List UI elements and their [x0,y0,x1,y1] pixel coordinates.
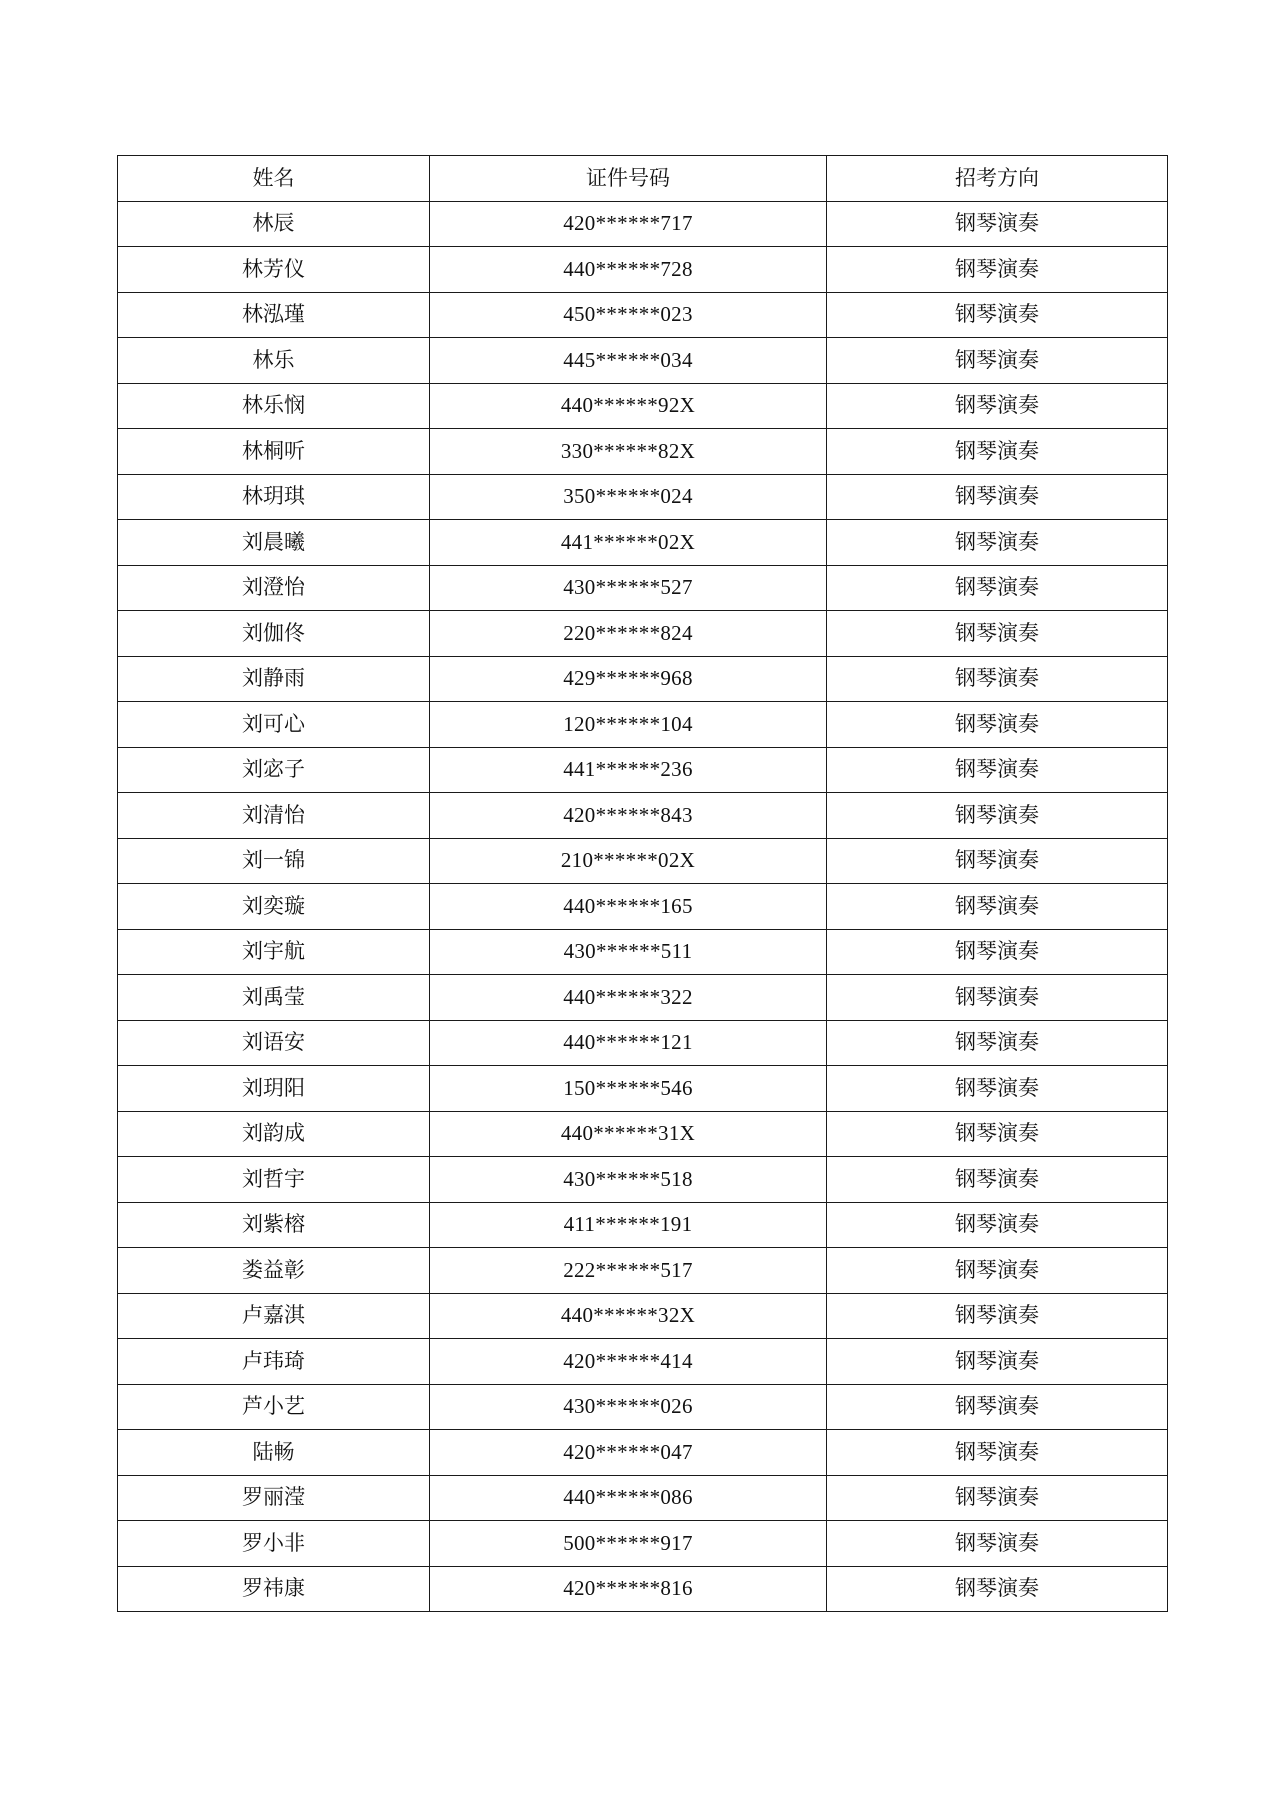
header-name: 姓名 [118,156,430,202]
cell-direction: 钢琴演奏 [827,1157,1168,1203]
cell-id-number: 420******843 [430,793,827,839]
header-id-number: 证件号码 [430,156,827,202]
cell-name: 刘紫榕 [118,1202,430,1248]
cell-name: 林乐悯 [118,383,430,429]
cell-name: 林玥琪 [118,474,430,520]
header-row [118,156,1168,202]
cell-name: 刘清怡 [118,793,430,839]
cell-id-number: 440******31X [430,1111,827,1157]
cell-id-number: 210******02X [430,838,827,884]
cell-id-number: 440******32X [430,1293,827,1339]
cell-direction: 钢琴演奏 [827,1430,1168,1476]
cell-id-number: 430******026 [430,1384,827,1430]
table-row [118,247,1168,293]
cell-name: 刘语安 [118,1020,430,1066]
cell-direction: 钢琴演奏 [827,611,1168,657]
cell-direction: 钢琴演奏 [827,1293,1168,1339]
cell-name: 刘伽佟 [118,611,430,657]
table-header [118,156,1168,202]
cell-direction: 钢琴演奏 [827,520,1168,566]
cell-id-number: 222******517 [430,1248,827,1294]
cell-name: 刘玥阳 [118,1066,430,1112]
cell-direction: 钢琴演奏 [827,884,1168,930]
cell-name: 卢嘉淇 [118,1293,430,1339]
table-row [118,793,1168,839]
header-direction: 招考方向 [827,156,1168,202]
cell-name: 刘澄怡 [118,565,430,611]
cell-id-number: 429******968 [430,656,827,702]
cell-direction: 钢琴演奏 [827,429,1168,475]
cell-direction: 钢琴演奏 [827,565,1168,611]
table-row [118,474,1168,520]
cell-direction: 钢琴演奏 [827,793,1168,839]
cell-name: 刘禹莹 [118,975,430,1021]
cell-name: 罗小非 [118,1521,430,1567]
cell-id-number: 500******917 [430,1521,827,1567]
cell-direction: 钢琴演奏 [827,1111,1168,1157]
candidate-table [117,155,1168,1612]
table-row [118,975,1168,1021]
cell-name: 刘宓子 [118,747,430,793]
cell-name: 林泓瑾 [118,292,430,338]
cell-name: 刘可心 [118,702,430,748]
cell-name: 林芳仪 [118,247,430,293]
cell-direction: 钢琴演奏 [827,383,1168,429]
cell-id-number: 441******02X [430,520,827,566]
table-row [118,656,1168,702]
cell-id-number: 420******414 [430,1339,827,1385]
cell-direction: 钢琴演奏 [827,247,1168,293]
table-row [118,1430,1168,1476]
cell-name: 刘韵成 [118,1111,430,1157]
cell-name: 娄益彰 [118,1248,430,1294]
cell-name: 林乐 [118,338,430,384]
cell-direction: 钢琴演奏 [827,1202,1168,1248]
cell-name: 芦小艺 [118,1384,430,1430]
cell-direction: 钢琴演奏 [827,474,1168,520]
cell-id-number: 450******023 [430,292,827,338]
table-row [118,1066,1168,1112]
cell-direction: 钢琴演奏 [827,338,1168,384]
table-row [118,383,1168,429]
cell-id-number: 441******236 [430,747,827,793]
cell-id-number: 430******527 [430,565,827,611]
cell-name: 刘哲宇 [118,1157,430,1203]
table-row [118,1111,1168,1157]
cell-id-number: 150******546 [430,1066,827,1112]
cell-direction: 钢琴演奏 [827,201,1168,247]
cell-id-number: 440******165 [430,884,827,930]
table-row [118,1339,1168,1385]
cell-direction: 钢琴演奏 [827,747,1168,793]
cell-id-number: 430******511 [430,929,827,975]
cell-name: 罗丽滢 [118,1475,430,1521]
cell-id-number: 440******086 [430,1475,827,1521]
table-row [118,747,1168,793]
cell-name: 刘宇航 [118,929,430,975]
table-row [118,1202,1168,1248]
table-row [118,611,1168,657]
cell-id-number: 350******024 [430,474,827,520]
cell-id-number: 420******816 [430,1566,827,1612]
table-row [118,1521,1168,1567]
cell-id-number: 120******104 [430,702,827,748]
table-row [118,520,1168,566]
cell-direction: 钢琴演奏 [827,702,1168,748]
cell-name: 林桐听 [118,429,430,475]
table-row [118,884,1168,930]
table-row [118,1475,1168,1521]
cell-id-number: 420******047 [430,1430,827,1476]
cell-direction: 钢琴演奏 [827,1521,1168,1567]
cell-direction: 钢琴演奏 [827,975,1168,1021]
cell-direction: 钢琴演奏 [827,1020,1168,1066]
table-row [118,1157,1168,1203]
table-row [118,429,1168,475]
cell-id-number: 430******518 [430,1157,827,1203]
table-row [118,838,1168,884]
cell-name: 刘奕璇 [118,884,430,930]
cell-direction: 钢琴演奏 [827,292,1168,338]
cell-id-number: 330******82X [430,429,827,475]
cell-id-number: 440******728 [430,247,827,293]
table-row [118,201,1168,247]
cell-direction: 钢琴演奏 [827,1475,1168,1521]
cell-direction: 钢琴演奏 [827,1066,1168,1112]
table-row [118,1020,1168,1066]
cell-id-number: 445******034 [430,338,827,384]
cell-name: 卢玮琦 [118,1339,430,1385]
cell-direction: 钢琴演奏 [827,1384,1168,1430]
cell-id-number: 440******322 [430,975,827,1021]
cell-name: 刘晨曦 [118,520,430,566]
cell-id-number: 220******824 [430,611,827,657]
cell-id-number: 420******717 [430,201,827,247]
table-row [118,1566,1168,1612]
table-row [118,1248,1168,1294]
cell-direction: 钢琴演奏 [827,656,1168,702]
cell-direction: 钢琴演奏 [827,1248,1168,1294]
table-row [118,292,1168,338]
cell-name: 罗祎康 [118,1566,430,1612]
table-row [118,929,1168,975]
table-row [118,1384,1168,1430]
table-row [118,702,1168,748]
cell-direction: 钢琴演奏 [827,929,1168,975]
cell-name: 陆畅 [118,1430,430,1476]
cell-id-number: 411******191 [430,1202,827,1248]
cell-name: 刘一锦 [118,838,430,884]
cell-name: 刘静雨 [118,656,430,702]
cell-id-number: 440******121 [430,1020,827,1066]
cell-name: 林辰 [118,201,430,247]
table-row [118,565,1168,611]
cell-direction: 钢琴演奏 [827,1339,1168,1385]
table-body [118,201,1168,1612]
table-row [118,1293,1168,1339]
cell-id-number: 440******92X [430,383,827,429]
cell-direction: 钢琴演奏 [827,838,1168,884]
table-row [118,338,1168,384]
cell-direction: 钢琴演奏 [827,1566,1168,1612]
